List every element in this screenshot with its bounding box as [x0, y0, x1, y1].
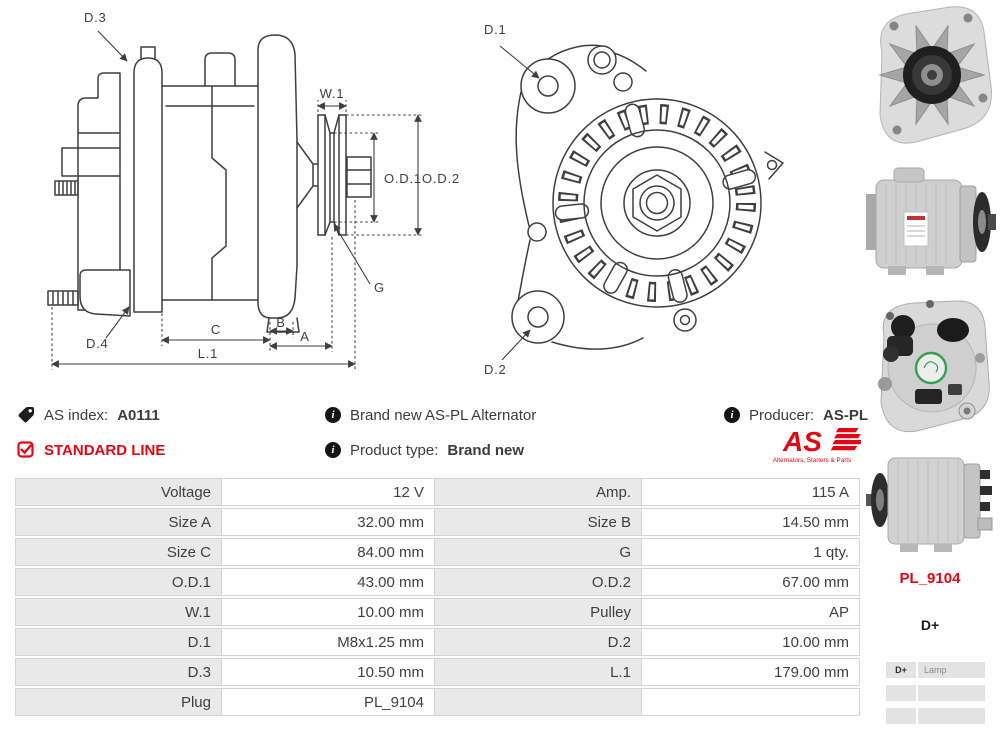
dim-label-c: C	[210, 322, 222, 337]
plug-part-code: PL_9104	[899, 570, 961, 587]
product-gallery-sidebar	[860, 0, 1000, 731]
spec-label-cell: Size B	[435, 508, 642, 536]
terminal-desc-cell	[918, 708, 985, 724]
description-row	[325, 405, 536, 425]
list-item	[886, 662, 985, 678]
spec-label-cell: L.1	[435, 658, 642, 686]
product-photo-front[interactable]	[864, 2, 996, 152]
spec-value-cell: 10.00 mm	[222, 598, 435, 626]
terminal-code-cell	[886, 708, 916, 724]
table-row	[15, 478, 860, 506]
spec-label-cell: Pulley	[435, 598, 642, 626]
dim-label-od1: O.D.1	[384, 171, 422, 186]
spec-value-cell: 10.50 mm	[222, 658, 435, 686]
spec-label-cell: O.D.2	[435, 568, 642, 596]
list-item	[886, 708, 985, 724]
table-row	[15, 538, 860, 566]
as-index-label: AS index:	[44, 406, 109, 424]
producer-row	[724, 405, 868, 425]
checkbox-check-icon	[17, 441, 35, 459]
table-row	[15, 568, 860, 596]
terminal-desc-cell: Lamp	[918, 662, 985, 678]
spec-value-cell: 1 qty.	[642, 538, 860, 566]
producer-label: Producer:	[749, 406, 815, 424]
spec-label-cell: Plug	[15, 688, 222, 716]
table-row	[15, 688, 860, 716]
info-icon: i	[325, 407, 341, 423]
spec-value-cell: 10.00 mm	[642, 628, 860, 656]
logo-tagline: Alternators, Starters & Parts	[772, 457, 852, 464]
spec-value-cell: 14.50 mm	[642, 508, 860, 536]
spec-value-cell: 67.00 mm	[642, 568, 860, 596]
spec-value-cell: 115 A	[642, 478, 860, 506]
terminal-mini-table	[886, 662, 985, 731]
as-pl-logo	[763, 424, 861, 466]
tag-icon	[17, 406, 35, 424]
spec-label-cell: Voltage	[15, 478, 222, 506]
table-row	[15, 658, 860, 686]
spec-label-cell: G	[435, 538, 642, 566]
as-index-row	[17, 405, 160, 425]
dim-label-d2: D.2	[484, 362, 507, 377]
terminal-code-cell	[886, 685, 916, 701]
as-index-value: A0111	[117, 406, 160, 424]
dim-label-od2: O.D.2	[422, 171, 460, 186]
standard-line-row	[17, 440, 165, 460]
producer-value: AS-PL	[823, 406, 869, 424]
terminal-label: D+	[920, 617, 940, 633]
dim-label-l1: L.1	[197, 346, 219, 361]
product-type-row	[325, 440, 524, 460]
spec-value-cell: 84.00 mm	[222, 538, 435, 566]
dim-label-w1: W.1	[319, 86, 345, 101]
table-row	[15, 598, 860, 626]
spec-label-cell: D.2	[435, 628, 642, 656]
spec-table	[15, 478, 860, 718]
logo-text: AS	[783, 426, 822, 457]
spec-label-cell: Amp.	[435, 478, 642, 506]
dim-label-d3: D.3	[84, 10, 107, 25]
spec-value-cell: AP	[642, 598, 860, 626]
info-icon: i	[724, 407, 740, 423]
spec-label-cell: Size A	[15, 508, 222, 536]
dim-label-d4: D.4	[86, 336, 109, 351]
spec-label-cell: Size C	[15, 538, 222, 566]
side-view-diagram	[0, 0, 460, 392]
product-type-value: Brand new	[447, 441, 525, 459]
product-type-label: Product type:	[350, 441, 439, 459]
spec-value-cell: PL_9104	[222, 688, 435, 716]
table-row	[15, 508, 860, 536]
spec-label-cell: O.D.1	[15, 568, 222, 596]
spec-value-cell: 43.00 mm	[222, 568, 435, 596]
spec-value-cell: 32.00 mm	[222, 508, 435, 536]
dim-label-b: B	[276, 315, 286, 330]
spec-label-cell: W.1	[15, 598, 222, 626]
spec-label-cell: D.3	[15, 658, 222, 686]
standard-line-badge: STANDARD LINE	[44, 441, 166, 459]
info-icon: i	[325, 442, 341, 458]
spec-value-cell	[642, 688, 860, 716]
spec-label-cell: D.1	[15, 628, 222, 656]
spec-value-cell: 12 V	[222, 478, 435, 506]
spec-label-cell	[435, 688, 642, 716]
front-view-diagram	[460, 0, 860, 392]
product-photo-side-left[interactable]	[862, 446, 996, 560]
terminal-code-cell: D+	[886, 662, 916, 678]
spec-value-cell: M8x1.25 mm	[222, 628, 435, 656]
product-description: Brand new AS-PL Alternator	[350, 406, 537, 424]
dim-label-g: G	[374, 280, 385, 295]
dim-label-a: A	[300, 329, 310, 344]
terminal-desc-cell	[918, 685, 985, 701]
list-item	[886, 685, 985, 701]
spec-value-cell: 179.00 mm	[642, 658, 860, 686]
table-row	[15, 628, 860, 656]
product-photo-side[interactable]	[860, 156, 1000, 292]
dim-label-d1: D.1	[484, 22, 507, 37]
product-photo-rear[interactable]	[860, 294, 1000, 442]
